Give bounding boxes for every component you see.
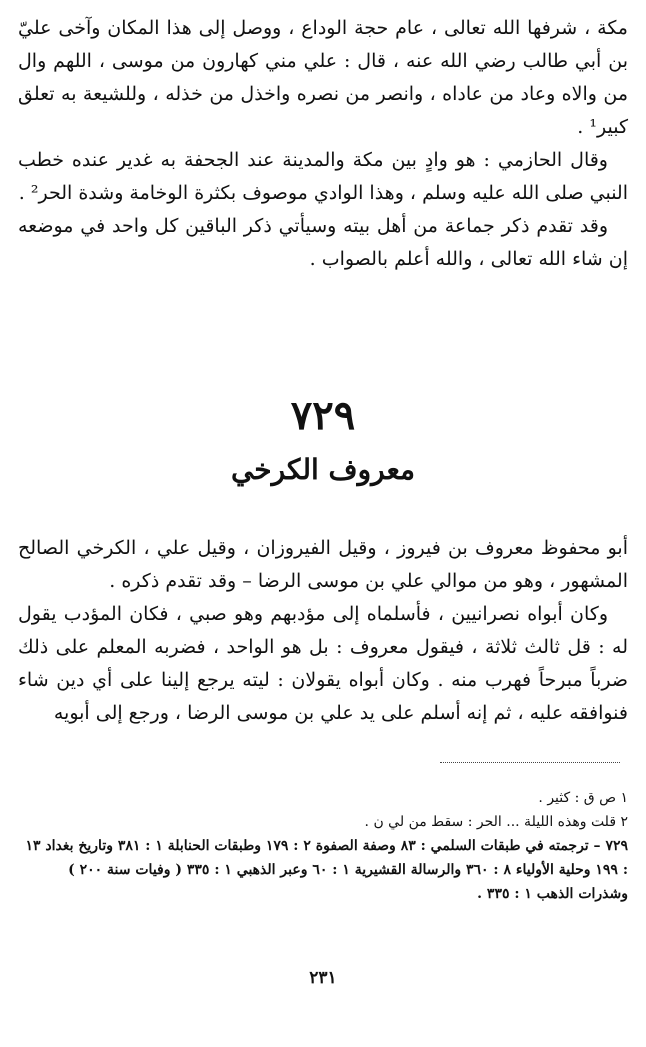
footnotes (18, 786, 628, 906)
footnote: ٧٢٩ – ترجمته في طبقات السلمي : ٨٣ وصفة الصفوة ٢ : ١٧٩ وطبقات الحنابلة ١ : ٣٨١ وتاريخ بغداد ١٣ : ١٩٩ وحلية الأولياء ٨ : ٣٦٠ والرسالة القشيرية ١ : ٦٠ وعبر الذهبي ١ : ٣٣٥ ( وفيات سنة ٢٠٠ ) وشذرات الذهب ١ : ٣٣٥ . (25, 838, 628, 902)
page-number: ٢٣١ (309, 968, 337, 988)
paragraph: وقد تقدم ذكر جماعة من أهل بيته وسيأتي ذكر الباقين كل واحد في موضعه إن شاء الله تعالى ، والله أعلم بالصواب . (18, 215, 628, 270)
top-text (18, 12, 628, 276)
footnote-divider (440, 762, 620, 763)
paragraph: مكة ، شرفها الله تعالى ، عام حجة الوداع ، ووصل إلى هذا المكان وآخى عليّ بن أبي طالب رضي الله عنه ، قال : علي مني كهارون من موسى ، اللهم وال من والاه وعاد من عاداه ، وانصر من نصره واخذل من خذله ، وللشيعة به تعلق كبير¹ . (18, 17, 628, 138)
paragraph: وقال الحازمي : هو وادٍ بين مكة والمدينة عند الجحفة به غدير عنده خطب النبي صلى الله عليه وسلم ، وهذا الوادي موصوف بكثرة الوخامة وشدة الحر² . (18, 149, 628, 204)
footnote: ٢ قلت وهذه الليلة ... الحر : سقط من لي ن . (364, 814, 628, 830)
paragraph: أبو محفوظ معروف بن فيروز ، وقيل الفيروزان ، وقيل علي ، الكرخي الصالح المشهور ، وهو من موالي علي بن موسى الرضا – وقد تقدم ذكره . (18, 537, 628, 592)
entry-title: معروف الكرخي (230, 453, 416, 486)
biography-text (18, 532, 628, 730)
entry-number: ٧٢٩ (290, 392, 356, 439)
paragraph: وكان أبواه نصرانيين ، فأسلماه إلى مؤدبهم وهو صبي ، فكان المؤدب يقول له : قل ثالث ثلاثة ، فيقول معروف : بل هو الواحد ، فضربه المعلم على ذلك ضرباً مبرحاً فهرب منه . وكان أبواه يقولان : ليته يرجع إلينا على أي دين شاء فنوافقه عليه ، ثم إنه أسلم على يد علي بن موسى الرضا ، ورجع إلى أبويه (18, 603, 628, 724)
footnote: ١ ص ق : كثير . (538, 790, 628, 806)
